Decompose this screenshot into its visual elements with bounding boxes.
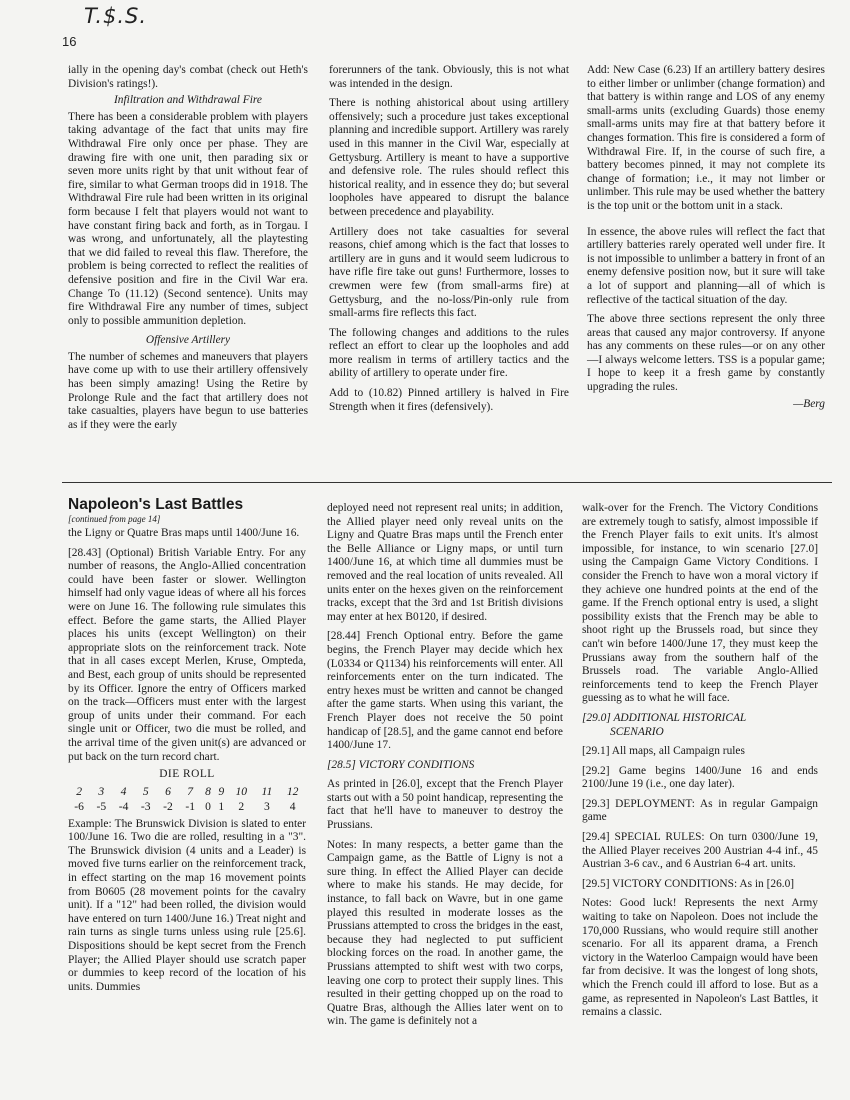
die-modifier-cell: 2 — [238, 799, 245, 813]
paragraph: Example: The Brunswick Division is slated to enter 100/June 16. Two die are rolled, resulting in a "3". The Brunswick division (4 units and a Leader) is moved five turns earlier on the reinforcement track, in effect starting on the map 16 movement points from B0605 (28 movement points for the cavalry unit). If a "12" had been rolled, the division would have entered on turn 1400/June 16.) Treat night and rain turns as single turns unless using rule [25.6]. Dispositions should be kept secret from the French Player; the Allied Player should use scratch paper or dummies to keep record of the location of his units. Dummies — [68, 817, 306, 993]
rule-item: [29.5] VICTORY CONDITIONS: As in [26.0] — [582, 877, 795, 890]
die-roll-cell: 4 — [120, 784, 127, 798]
top-column-1 — [68, 64, 308, 438]
rule-item: [29.3] DEPLOYMENT: As in regular Gampaign game — [582, 797, 818, 824]
die-roll-table — [68, 784, 306, 814]
handwritten-annotation: T.$.S. — [84, 4, 148, 28]
bottom-column-1 — [68, 496, 306, 1000]
die-modifier-cell: -6 — [74, 799, 84, 813]
rule-item: [29.4] SPECIAL RULES: On turn 0300/June 19, the Allied Player receives 200 Austrian 4-4 inf., 45 Austrian 3-6 cav., and 6 Austrian 6-4 art. units. — [582, 831, 818, 871]
paragraph: [28.43] (Optional) British Variable Entry. For any number of reasons, the Anglo-Allied concentration could have been faster or slower. Wellington himself had only vague ideas of where all his forces were on June 16. The following rule simulates this effect. Before the game starts, the Allied Player places his units (except Wellington) on their appropriate slots on the reinforcement track. Note that in all cases except Merlen, Kruse, Ompteda, and Best, each group of units should be represented by its Officer. Ignore the entry of Officers marked on the track—Officers must enter with the largest group of units under their command. For each single unit or Officer, two die must be rolled, and the arrival time of the given unit(s) are advanced or put back on the turn record chart. — [68, 546, 306, 763]
die-modifier-cell: -4 — [118, 799, 129, 813]
top-column-3 — [587, 64, 825, 411]
section-divider — [62, 482, 832, 483]
paragraph: walk-over for the French. The Victory Conditions are extremely tough to satisfy, almost impossible if the French Player fails to exit units. It's almost impossible, for instance, to win scenario [27.0] using the Campaign Game Victory Conditions. I consider the French to have won a moral victory if they achieve one hundred points at the end of the game. If the French optional entry is used, a slight possibility exists that the French may be able to shoot right up the Brussels road, but since they can't win before 1400/June 17, they must keep the Prussians away from the southern half of the Brussels road. The variable Anglo-Allied reinforcements tend to keep the French Player guessing as to what he will face. — [582, 502, 818, 705]
die-modifier-cell: 0 — [205, 799, 211, 813]
paragraph: deployed need not represent real units; in addition, the Allied player need only reveal units on the Ligny and Quatre Bras maps until the French enter the Belle Alliance or Ligny maps, or until turn 1400/June 16, at which time all dummies must be removed and the real location of units revealed. All units enter on the hexes given on the reinforcement tracks, except that the 3rd and 1st British divisions may enter at hex B0120, if desired. — [327, 502, 563, 623]
paragraph: Notes: In many respects, a better game than the Campaign game, as the Battle of Ligny is not a sure thing. In effect the Allied Player can decide where to make his stands. He may decide, for instance, to fall back on Wavre, but in one game played this resulted in moderate losses as the Prussians attempted to cross the bridges in the east, because they had neglected to put sufficient blocking forces on the road. In another game, the Prussians attempted to shift west with two corps, leaving one corp to protect their supply lines. This resulted in their getting chopped up on the road to Quatre Bras, although the Allies later went on to win. The game is definitely not a — [327, 838, 563, 1028]
die-modifier-row — [68, 799, 306, 814]
author-signature: —Berg — [793, 397, 825, 410]
paragraph: The above three sections represent the only three areas that caused any major controversy. If anyone has any comments on these rules—or on any other—I always welcome letters. TSS is a popular game; I hope to keep it a fresh game by constantly upgrading the rules. — [587, 313, 825, 394]
bottom-column-3 — [582, 502, 818, 1026]
bottom-column-2 — [327, 502, 563, 1035]
top-column-2 — [329, 64, 569, 420]
paragraph: Notes: Good luck! Represents the next Army waiting to take on Napoleon. Does not include the 170,000 Russians, who would require still another scenario. For all its apparent drama, a French victory in the Waterloo Campaign would have been far from decisive. It was the longest of long shots, which the French could ill afford to lose. But as a game, as represented in Napoleon's Last Battles, it remains a classic. — [582, 897, 818, 1019]
die-modifier-cell: -2 — [163, 799, 173, 813]
paragraph: forerunners of the tank. Obviously, this is not what was intended in the design. — [329, 64, 569, 90]
die-modifier-cell: 3 — [264, 799, 270, 813]
section-subheading: Infiltration and Withdrawal Fire — [114, 94, 262, 107]
die-roll-row — [68, 784, 306, 799]
die-roll-cell: 6 — [165, 784, 171, 798]
die-modifier-cell: 1 — [218, 799, 225, 813]
continuation-note: [continued from page 14] — [68, 514, 161, 524]
die-roll-cell: 12 — [286, 784, 299, 798]
die-modifier-cell: -5 — [96, 799, 107, 813]
section-heading: [28.5] VICTORY CONDITIONS — [327, 758, 475, 771]
paragraph: As printed in [26.0], except that the French Player starts out with a 50 point handicap, representing the fact that he'll have to maneuver to destroy the Prussians. — [327, 778, 563, 832]
die-roll-cell: 3 — [98, 784, 105, 798]
die-roll-cell: 9 — [218, 784, 225, 798]
paragraph: ially in the opening day's combat (check out Heth's Division's ratings!). — [68, 64, 308, 90]
die-roll-cell: 8 — [205, 784, 211, 798]
paragraph: [28.44] French Optional entry. Before the game begins, the French Player may decide which hex (L0334 or Q1134) his reinforcements will enter. All reinforcements enter on the turn indicated. The entry hexes must be written and cannot be changed after the game starts. When using this variant, the French Player does not receive the 50 point handicap of [28.5], and the game cannot end before 1400/June 17. — [327, 630, 563, 752]
die-modifier-cell: -3 — [140, 799, 151, 813]
paragraph: There has been a considerable problem with players taking advantage of the fact that units may fire Withdrawal Fire only once per phase. They are drawing fire with one unit, then parading six or seven more units right by that unit without fear of fire, similar to what German troops did in 1918. The Withdrawal Fire rule had been written in its original form because I felt that players would not want to have constant firing back and forth, as in Torgau. I was wrong, and unfortunately, all the playtesting that we did failed to reveal this flaw. Therefore, the problem is being corrected to reflect the realities of defensive position and fire in the Civil War era. Change To (11.12) (Second sentence). Units may fire Withdrawal Fire any number of times, subject only to possible ammunition depletion. — [68, 110, 308, 327]
rule-item: [29.2] Game begins 1400/June 16 and ends 2100/June 19 (i.e., one day later). — [582, 764, 818, 791]
die-roll-cell: 11 — [261, 784, 273, 798]
article-title: Napoleon's Last Battles — [68, 496, 244, 513]
paragraph: In essence, the above rules will reflect the fact that artillery batteries rarely operated well under fire. It is not impossible to unlimber a battery in front of an enemy defensive position now, but it sure will take a lot of support and planning—all of which is reflective of the tactical situation of the day. — [587, 225, 825, 306]
die-roll-cell: 10 — [235, 784, 248, 798]
die-roll-cell: 5 — [142, 784, 149, 798]
die-roll-label: DIE ROLL — [159, 768, 215, 781]
section-heading-continued: SCENARIO — [610, 725, 664, 738]
section-subheading: Offensive Artillery — [145, 334, 231, 347]
paragraph: There is nothing ahistorical about using artillery offensively; such a procedure just takes exceptional planning and incredible support. Artillery was rarely used in this manner in the Civil War, especially at Gettysburg. Artillery is meant to have a supportive and defensive role. The rules should reflect this historical reality, and in essence they do; but several loopholes have appeared to disrupt the balance between precedence and playability. — [329, 97, 569, 218]
page-number: 16 — [62, 34, 77, 49]
paragraph: Add to (10.82) Pinned artillery is halved in Fire Strength when it fires (defensively). — [329, 387, 569, 413]
paragraph: The following changes and additions to the rules reflect an effort to clear up the loopholes and add more realism in terms of artillery tactics and the ability of artillery to operate under fire. — [329, 326, 569, 380]
die-modifier-cell: 4 — [289, 799, 296, 813]
paragraph: The number of schemes and maneuvers that players have come up with to use their artillery offensively has been simply amazing! Using the Retire by Prolonge Rule and the fact that artillery does not take casualties, players have begun to use batteries as if they were the early — [68, 350, 308, 431]
rule-item: [29.1] All maps, all Campaign rules — [582, 745, 745, 758]
paragraph: Artillery does not take casualties for several reasons, chief among which is the fact that losses to artillery are in guns and it would seem ludicrous to have rifle fire take out guns! Furthermore, losses to crewmen were few (from small-arms fire) at Gettysburg, and the no-loss/Pin-only rule from small-arms fire reflects this fact. — [329, 225, 569, 320]
section-heading: [29.0] ADDITIONAL HISTORICAL — [582, 711, 747, 724]
paragraph: the Ligny or Quatre Bras maps until 1400/June 16. — [68, 527, 300, 539]
die-modifier-cell: -1 — [185, 799, 196, 813]
die-roll-cell: 7 — [187, 784, 194, 798]
die-roll-cell: 2 — [76, 784, 82, 798]
paragraph: Add: New Case (6.23) If an artillery battery desires to either limber or unlimber (change formation) and that battery is within range and LOS of any enemy small-arms units (excluding Guards) those enemy small-arms units may fire at that battery before it changes formation. This fire is considered a form of Withdrawal Fire. If, in the course of such fire, a battery becomes pinned, it may not complete its change of formation; i.e., it may not limber or unlimber. This rule may be used whether the battery is the top unit or the bottom unit in a stack. — [587, 64, 825, 212]
